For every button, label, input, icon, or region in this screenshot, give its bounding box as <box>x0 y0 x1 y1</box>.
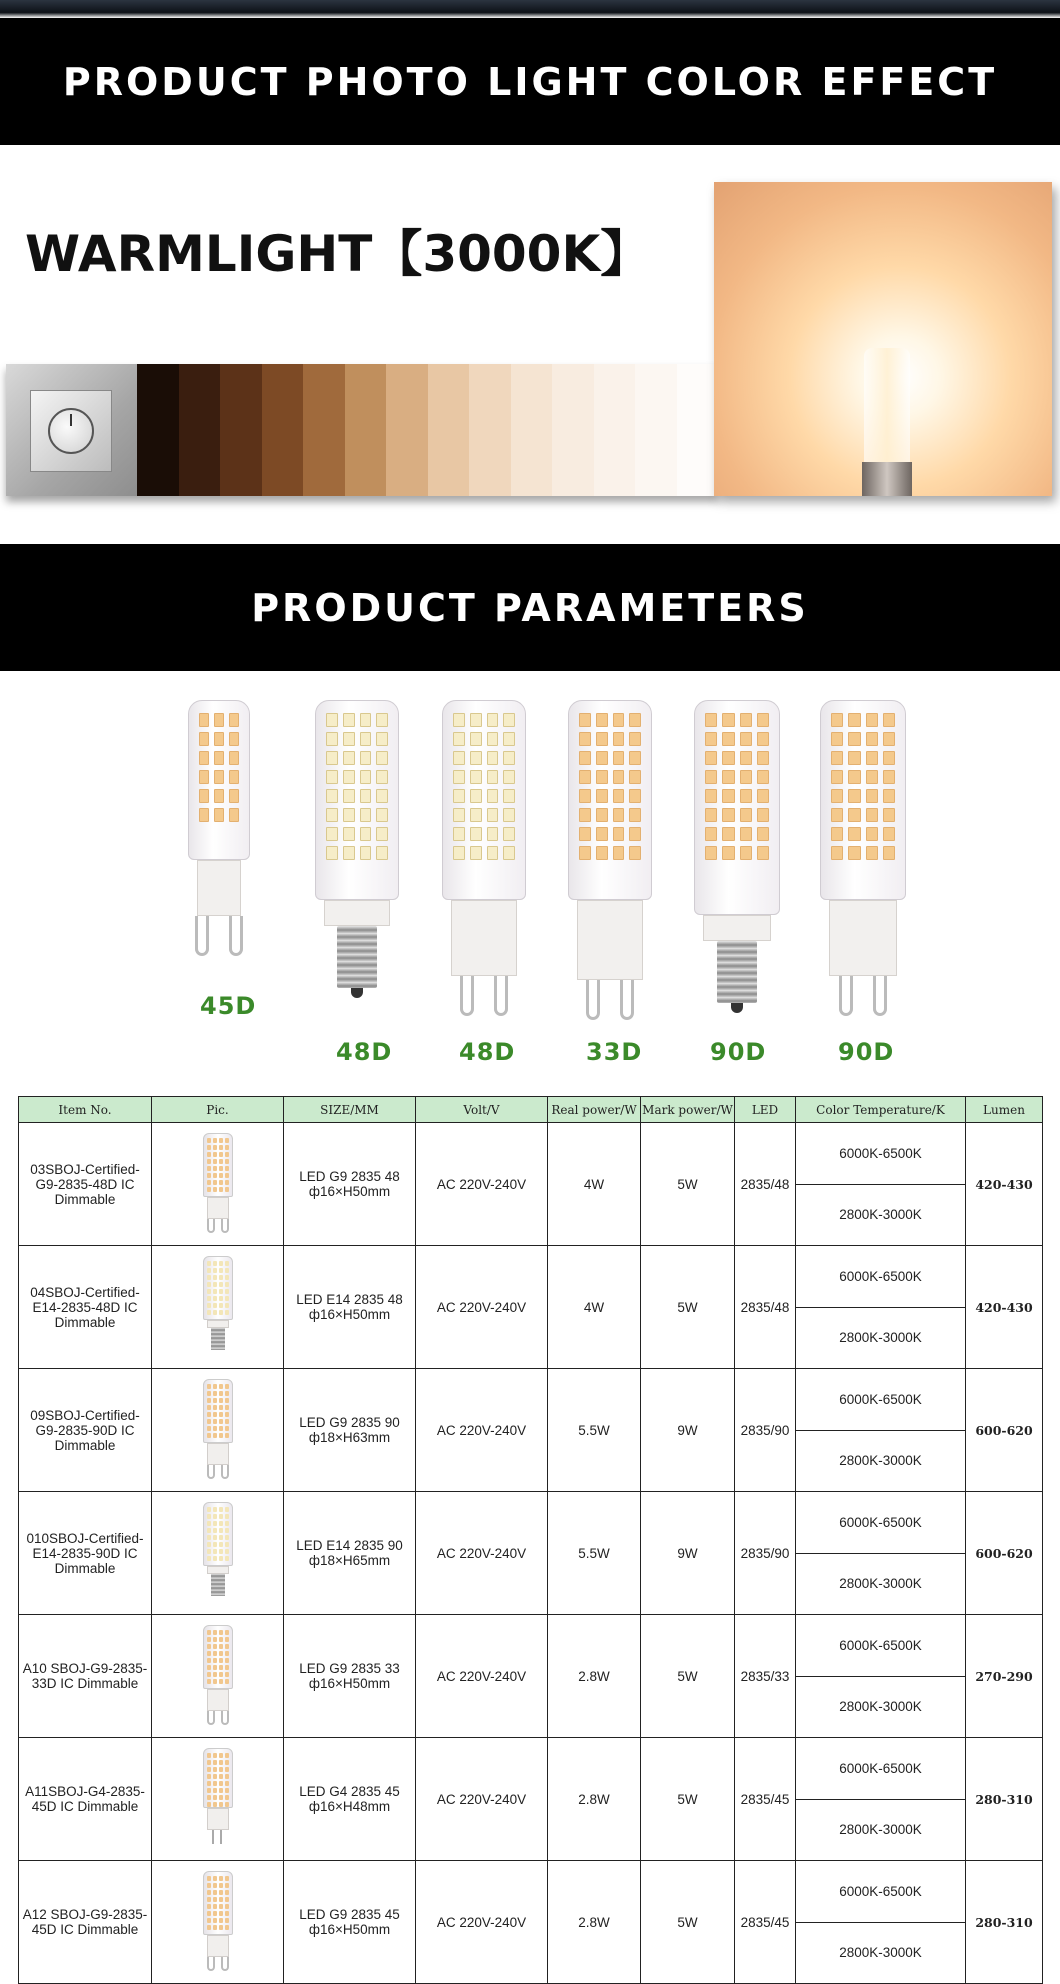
color-temp-warm-cell: 2800K-3000K <box>796 1676 966 1738</box>
size-cell <box>284 1615 416 1738</box>
table-row <box>19 1615 1043 1677</box>
color-swatch <box>262 364 304 496</box>
product-bulb-g9-icon <box>201 1129 235 1239</box>
size-line: LED G4 2835 45 <box>299 1784 400 1799</box>
product-bulb-e14-icon <box>201 1498 235 1608</box>
color-swatch <box>303 364 345 496</box>
size-cell <box>284 1861 416 1984</box>
pic-cell <box>152 1369 284 1492</box>
size-line: LED G9 2835 33 <box>299 1661 400 1676</box>
mark-power-cell: 5W <box>641 1615 735 1738</box>
pic-cell <box>152 1123 284 1246</box>
size-line: LED E14 2835 90 <box>296 1538 403 1553</box>
real-power-cell: 2.8W <box>548 1738 641 1861</box>
bulb-glow-icon <box>864 348 910 468</box>
banner-product-parameters <box>0 544 1060 671</box>
warmlight-title: WARMLIGHT【3000K】 <box>25 225 651 283</box>
color-swatch <box>137 364 179 496</box>
color-swatch <box>594 364 636 496</box>
color-temp-warm-cell: 2800K-3000K <box>796 1553 966 1615</box>
led-cell: 2835/90 <box>735 1369 796 1492</box>
column-header: LED <box>735 1097 796 1123</box>
table-row <box>19 1738 1043 1800</box>
color-swatch <box>677 364 719 496</box>
size-line: ф18×H65mm <box>308 1553 391 1568</box>
volt-cell: AC 220V-240V <box>416 1123 548 1246</box>
banner-title: PRODUCT PHOTO LIGHT COLOR EFFECT <box>62 59 998 104</box>
real-power-cell: 5.5W <box>548 1492 641 1615</box>
color-temp-cool-cell: 6000K-6500K <box>796 1369 966 1431</box>
table-row <box>19 1369 1043 1431</box>
real-power-cell: 4W <box>548 1246 641 1369</box>
warm-light-bulb-photo <box>714 182 1052 496</box>
color-swatch <box>428 364 470 496</box>
color-temp-warm-cell: 2800K-3000K <box>796 1430 966 1492</box>
led-cell: 2835/45 <box>735 1738 796 1861</box>
lumen-cell: 280-310 <box>966 1738 1043 1861</box>
color-temp-cool-cell: 6000K-6500K <box>796 1246 966 1308</box>
bulb-label: 48D <box>336 1038 393 1066</box>
color-swatch <box>345 364 387 496</box>
size-line: ф16×H50mm <box>308 1184 391 1199</box>
banner-light-color-effect <box>0 18 1060 145</box>
color-temp-cool-cell: 6000K-6500K <box>796 1861 966 1923</box>
table-row <box>19 1123 1043 1185</box>
table-row <box>19 1246 1043 1308</box>
color-temp-warm-cell: 2800K-3000K <box>796 1184 966 1246</box>
lumen-cell: 420-430 <box>966 1123 1043 1246</box>
mark-power-cell: 5W <box>641 1123 735 1246</box>
product-bulb-e14-icon <box>201 1252 235 1362</box>
color-swatch <box>552 364 594 496</box>
volt-cell: AC 220V-240V <box>416 1369 548 1492</box>
size-line: ф16×H50mm <box>308 1676 391 1691</box>
size-line: LED G9 2835 45 <box>299 1907 400 1922</box>
real-power-cell: 5.5W <box>548 1369 641 1492</box>
size-line: ф16×H48mm <box>308 1799 391 1814</box>
product-bulb-g4-icon <box>201 1744 235 1854</box>
led-cell: 2835/48 <box>735 1123 796 1246</box>
led-cell: 2835/90 <box>735 1492 796 1615</box>
lumen-cell: 280-310 <box>966 1861 1043 1984</box>
color-swatch <box>635 364 677 496</box>
color-temp-cool-cell: 6000K-6500K <box>796 1615 966 1677</box>
item-no-cell: 09SBOJ-Certified-G9-2835-90D IC Dimmable <box>19 1369 152 1492</box>
dimmer-switch-image <box>6 364 137 496</box>
product-bulb-g9-icon <box>201 1621 235 1731</box>
item-no-cell: 010SBOJ-Certified-E14-2835-90D IC Dimmable <box>19 1492 152 1615</box>
color-swatch <box>511 364 553 496</box>
led-cell: 2835/48 <box>735 1246 796 1369</box>
bulb-lineup <box>0 690 1060 1070</box>
top-strip <box>0 0 1060 18</box>
color-temp-cool-cell: 6000K-6500K <box>796 1492 966 1554</box>
size-cell <box>284 1246 416 1369</box>
color-temp-warm-cell: 2800K-3000K <box>796 1799 966 1861</box>
item-no-cell: A12 SBOJ-G9-2835-45D IC Dimmable <box>19 1861 152 1984</box>
color-temp-cool-cell: 6000K-6500K <box>796 1738 966 1800</box>
column-header: Lumen <box>966 1097 1043 1123</box>
color-temp-cool-cell: 6000K-6500K <box>796 1123 966 1185</box>
color-temp-warm-cell: 2800K-3000K <box>796 1307 966 1369</box>
pic-cell <box>152 1738 284 1861</box>
item-no-cell: A11SBOJ-G4-2835-45D IC Dimmable <box>19 1738 152 1861</box>
lumen-cell: 600-620 <box>966 1492 1043 1615</box>
real-power-cell: 2.8W <box>548 1861 641 1984</box>
size-cell <box>284 1123 416 1246</box>
bulb-label: 45D <box>200 992 257 1020</box>
pic-cell <box>152 1492 284 1615</box>
volt-cell: AC 220V-240V <box>416 1246 548 1369</box>
size-line: ф16×H50mm <box>308 1307 391 1322</box>
item-no-cell: 03SBOJ-Certified-G9-2835-48D IC Dimmable <box>19 1123 152 1246</box>
volt-cell: AC 220V-240V <box>416 1615 548 1738</box>
column-header: Real power/W <box>548 1097 641 1123</box>
size-line: LED E14 2835 48 <box>296 1292 403 1307</box>
table-header-row <box>19 1097 1043 1123</box>
mark-power-cell: 5W <box>641 1738 735 1861</box>
volt-cell: AC 220V-240V <box>416 1738 548 1861</box>
color-swatch <box>220 364 262 496</box>
product-bulb-g9-icon <box>201 1375 235 1485</box>
table-row <box>19 1861 1043 1923</box>
real-power-cell: 4W <box>548 1123 641 1246</box>
color-swatch <box>469 364 511 496</box>
color-swatch <box>386 364 428 496</box>
dimmer-knob-icon <box>48 408 94 454</box>
lumen-cell: 420-430 <box>966 1246 1043 1369</box>
color-swatch <box>179 364 221 496</box>
color-swatch-panel <box>6 364 718 496</box>
volt-cell: AC 220V-240V <box>416 1492 548 1615</box>
item-no-cell: 04SBOJ-Certified-E14-2835-48D IC Dimmable <box>19 1246 152 1369</box>
size-cell <box>284 1738 416 1861</box>
swatch-gradient <box>137 364 718 496</box>
column-header: SIZE/MM <box>284 1097 416 1123</box>
banner-title: PRODUCT PARAMETERS <box>251 585 809 630</box>
mark-power-cell: 5W <box>641 1246 735 1369</box>
column-header: Pic. <box>152 1097 284 1123</box>
mark-power-cell: 9W <box>641 1369 735 1492</box>
bulb-label: 90D <box>710 1038 767 1066</box>
led-cell: 2835/45 <box>735 1861 796 1984</box>
bulb-label: 48D <box>459 1038 516 1066</box>
pic-cell <box>152 1861 284 1984</box>
table-row <box>19 1492 1043 1554</box>
item-no-cell: A10 SBOJ-G9-2835-33D IC Dimmable <box>19 1615 152 1738</box>
color-temp-warm-cell: 2800K-3000K <box>796 1922 966 1984</box>
bulb-label: 33D <box>586 1038 643 1066</box>
mark-power-cell: 5W <box>641 1861 735 1984</box>
column-header: Mark power/W <box>641 1097 735 1123</box>
column-header: Volt/V <box>416 1097 548 1123</box>
column-header: Item No. <box>19 1097 152 1123</box>
column-header: Color Temperature/K <box>796 1097 966 1123</box>
pic-cell <box>152 1246 284 1369</box>
volt-cell: AC 220V-240V <box>416 1861 548 1984</box>
real-power-cell: 2.8W <box>548 1615 641 1738</box>
lumen-cell: 270-290 <box>966 1615 1043 1738</box>
mark-power-cell: 9W <box>641 1492 735 1615</box>
pic-cell <box>152 1615 284 1738</box>
size-line: ф18×H63mm <box>308 1430 391 1445</box>
product-bulb-g9-icon <box>201 1867 235 1977</box>
bulb-label: 90D <box>838 1038 895 1066</box>
size-line: LED G9 2835 48 <box>299 1169 400 1184</box>
size-line: ф16×H50mm <box>308 1922 391 1937</box>
size-cell <box>284 1369 416 1492</box>
led-cell: 2835/33 <box>735 1615 796 1738</box>
parameters-table <box>18 1096 1043 1984</box>
lumen-cell: 600-620 <box>966 1369 1043 1492</box>
size-line: LED G9 2835 90 <box>299 1415 400 1430</box>
size-cell <box>284 1492 416 1615</box>
